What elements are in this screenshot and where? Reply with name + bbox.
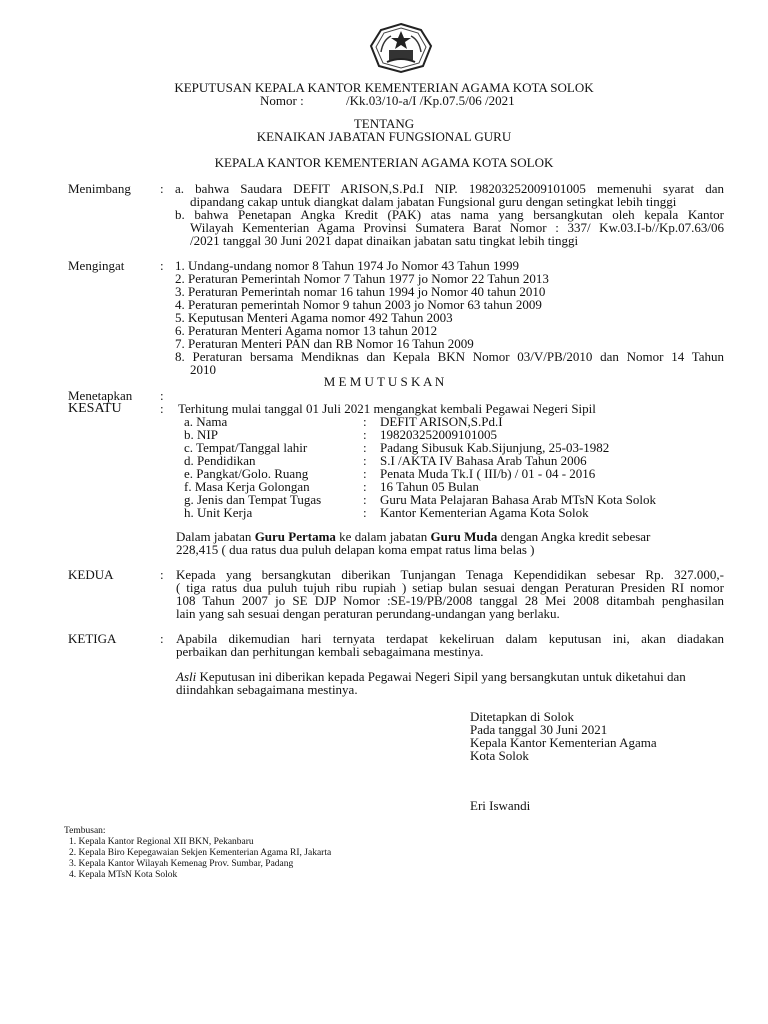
mengingat-item: 1. Undang-undang nomor 8 Tahun 1974 Jo Nomor 43 Tahun 1999 (175, 258, 519, 273)
asli-line2: diindahkan sebagaimana mestinya. (176, 682, 358, 697)
mengingat-item: 7. Peraturan Menteri PAN dan RB Nomor 16 Tahun 2009 (175, 336, 474, 351)
issuer-heading: KEPALA KANTOR KEMENTERIAN AGAMA KOTA SOLOK (214, 155, 554, 170)
tembusan-item: 1. Kepala Kantor Regional XII BKN, Pekanbaru (69, 837, 254, 847)
colon: : (160, 181, 164, 196)
subject-heading: KENAIKAN JABATAN FUNGSIONAL GURU (256, 129, 512, 144)
colon: : (160, 401, 164, 416)
colon: : (363, 414, 367, 429)
mengingat-item: 2. Peraturan Pemerintah Nomor 7 Tahun 1977 jo Nomor 22 Tahun 2013 (175, 271, 549, 286)
field-label: b. NIP (184, 427, 218, 442)
menimbang-b-line3: /2021 tanggal 30 Juni 2021 dapat dinaikan jabatan satu tingkat lebih tinggi (190, 233, 579, 248)
kedua-line: 108 Tahun 2007 jo SE DJP Nomor :SE-19/PB/2008 tanggal 28 Mei 2008 ditambah penghasilan (176, 593, 724, 608)
mengingat-item: 5. Keputusan Menteri Agama nomor 492 Tahun 2003 (175, 310, 453, 325)
field-label: c. Tempat/Tanggal lahir (184, 440, 308, 455)
mengingat-label: Mengingat (68, 258, 125, 273)
field-label: h. Unit Kerja (184, 505, 253, 520)
colon: : (363, 453, 367, 468)
ketiga-line: perbaikan dan perhitungan kembali sebagaimana mestinya. (176, 644, 484, 659)
tentang-heading: TENTANG (353, 116, 415, 131)
mengingat-item-cont: 2010 (190, 362, 216, 377)
colon: : (363, 427, 367, 442)
field-value: Guru Mata Pelajaran Bahasa Arab MTsN Kota Solok (380, 492, 657, 507)
signature-office: Kota Solok (470, 748, 529, 763)
document-title: KEPUTUSAN KEPALA KANTOR KEMENTERIAN AGAMA KOTA SOLOK (174, 80, 594, 95)
menimbang-b-line2: Wilayah Kementerian Agama Provinsi Sumatera Barat Nomor : 337/ Kw.03.I-b//Kp.07.63/06 (190, 220, 724, 235)
field-label: g. Jenis dan Tempat Tugas (184, 492, 322, 507)
signature-title: Kepala Kantor Kementerian Agama (470, 735, 657, 750)
memutuskan-heading: M E M U T U S K A N (323, 374, 445, 389)
field-label: d. Pendidikan (184, 453, 256, 468)
ketiga-label: KETIGA (68, 631, 117, 646)
mengingat-item: 8. Peraturan bersama Mendiknas dan Kepala BKN Nomor 03/V/PB/2010 dan Nomor 14 Tahun (175, 349, 724, 364)
tembusan-item: 2. Kepala Biro Kepegawaian Sekjen Kementerian Agama RI, Jakarta (69, 848, 332, 858)
field-value: S.I /AKTA IV Bahasa Arab Tahun 2006 (380, 453, 587, 468)
colon: : (363, 492, 367, 507)
ministry-emblem-icon (369, 22, 433, 74)
tembusan-item: 4. Kepala MTsN Kota Solok (69, 870, 178, 880)
field-value: Padang Sibusuk Kab.Sijunjung, 25-03-1982 (380, 440, 610, 455)
field-value: DEFIT ARISON,S.Pd.I (380, 414, 503, 429)
kesatu-label: KESATU (68, 401, 122, 416)
colon: : (160, 567, 164, 582)
field-label: a. Nama (184, 414, 228, 429)
field-value: Penata Muda Tk.I ( III/b) / 01 - 04 - 2016 (380, 466, 596, 481)
menimbang-label: Menimbang (68, 181, 131, 196)
mengingat-item: 4. Peraturan pemerintah Nomor 9 tahun 2003 jo Nomor 63 tahun 2009 (175, 297, 542, 312)
signature-place: Ditetapkan di Solok (470, 709, 574, 724)
mengingat-item: 6. Peraturan Menteri Agama nomor 13 tahun 2012 (175, 323, 438, 338)
field-value: 198203252009101005 (380, 427, 497, 442)
kedua-line: ( tiga ratus dua puluh tujuh ribu rupiah ) setiap bulan sesuai dengan Peraturan Presiden RI nomor (176, 580, 724, 595)
kesatu-intro: Terhitung mulai tanggal 01 Juli 2021 mengangkat kembali Pegawai Negeri Sipil (178, 401, 596, 416)
nomor-label: Nomor : (260, 93, 304, 108)
asli-line1: Asli Keputusan ini diberikan kepada Pegawai Negeri Sipil yang bersangkutan untuk diketahui dan (176, 669, 686, 684)
menimbang-a-line1: a. bahwa Saudara DEFIT ARISON,S.Pd.I NIP. 198203252009101005 memenuhi syarat dan (175, 181, 724, 196)
kesatu-paragraph-line1: Dalam jabatan Guru Pertama ke dalam jabatan Guru Muda dengan Angka kredit sebesar (176, 529, 651, 544)
mengingat-item: 3. Peraturan Pemerintah nomar 16 tahun 1994 jo Nomor 40 tahun 2010 (175, 284, 546, 299)
menimbang-a-line2: dipandang cakap untuk diangkat dalam jabatan Fungsional guru dengan setingkat lebih tinggi (190, 194, 677, 209)
menetapkan-label: Menetapkan (68, 388, 133, 403)
tembusan-item: 3. Kepala Kantor Wilayah Kemenag Prov. Sumbar, Padang (69, 859, 294, 869)
signatory-name: Eri Iswandi (470, 798, 531, 813)
kedua-line: lain yang sah sesuai dengan peraturan perundang-undangan yang berlaku. (176, 606, 560, 621)
colon: : (363, 466, 367, 481)
colon: : (160, 258, 164, 273)
tembusan-title: Tembusan: (64, 826, 106, 836)
kesatu-paragraph-line2: 228,415 ( dua ratus dua puluh delapan koma empat ratus lima belas ) (176, 542, 535, 557)
kedua-label: KEDUA (68, 567, 114, 582)
colon: : (160, 631, 164, 646)
colon: : (363, 505, 367, 520)
signature-date: Pada tanggal 30 Juni 2021 (470, 722, 608, 737)
field-value: Kantor Kementerian Agama Kota Solok (380, 505, 589, 520)
field-label: f. Masa Kerja Golongan (184, 479, 310, 494)
colon: : (363, 440, 367, 455)
field-label: e. Pangkat/Golo. Ruang (184, 466, 309, 481)
menimbang-b-line1: b. bahwa Penetapan Angka Kredit (PAK) atas nama yang bersangkutan oleh kepala Kantor (175, 207, 724, 222)
ketiga-line: Apabila dikemudian hari ternyata terdapat kekeliruan dalam keputusan ini, akan diadakan (176, 631, 724, 646)
colon: : (160, 388, 164, 403)
colon: : (363, 479, 367, 494)
nomor-value: /Kk.03/10-a/I /Kp.07.5/06 /2021 (346, 93, 515, 108)
field-value: 16 Tahun 05 Bulan (380, 479, 479, 494)
kedua-line: Kepada yang bersangkutan diberikan Tunjangan Tenaga Kependidikan sebesar Rp. 327.000,- (176, 567, 724, 582)
